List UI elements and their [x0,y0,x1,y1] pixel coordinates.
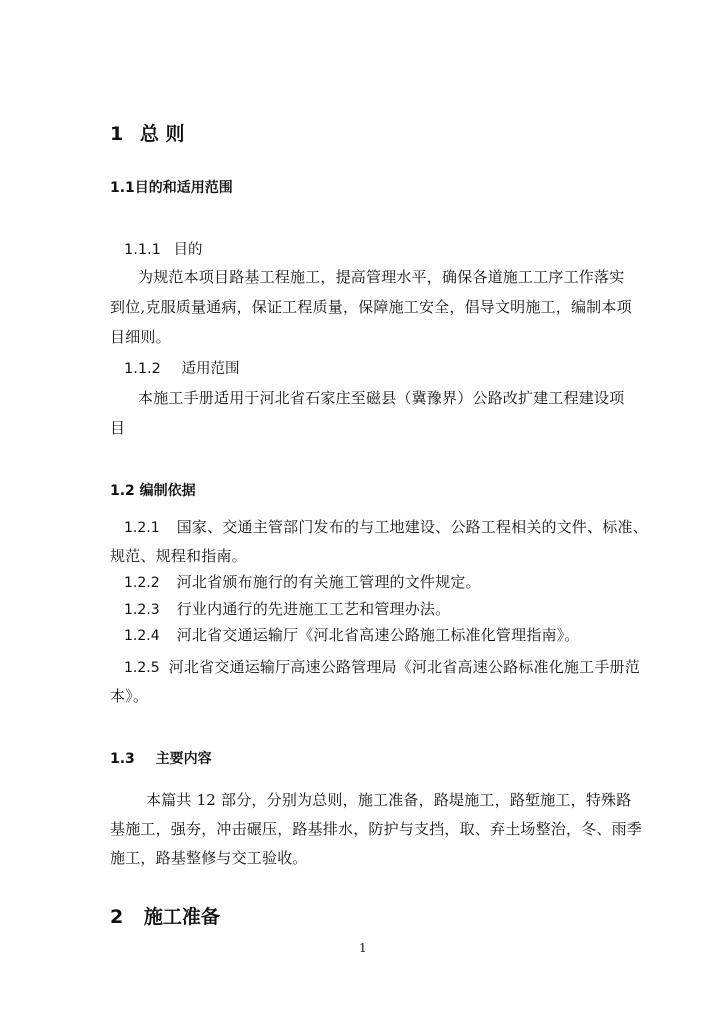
basis-item-1-cont: 规范、规程和指南。 [110,547,247,565]
subsection-title: 目的 [173,242,203,258]
purpose-line-3: 目细则。 [110,328,171,346]
basis-text: 河北省交通运输厅《河北省高速公路施工标准化管理指南》。 [176,626,580,644]
basis-text: 河北省颁布施行的有关施工管理的文件规定。 [176,573,481,591]
basis-text: 国家、交通主管部门发布的与工地建设、公路工程相关的文件、标准、 [176,518,648,536]
chapter-title: 总 则 [139,123,185,145]
basis-number: 1.2.1 [124,520,160,536]
basis-number: 1.2.3 [124,602,160,618]
subsection-number: 1.1.1 [124,242,161,258]
basis-text: 河北省交通运输厅高速公路管理局《河北省高速公路标准化施工手册范 [168,658,640,676]
basis-item-4 [124,624,580,645]
basis-item-5 [124,656,640,677]
basis-item-1 [124,516,648,537]
purpose-line-2: 到位,克服质量通病，保证工程质量，保障施工安全，倡导文明施工，编制本项 [110,298,632,316]
content-line-3: 施工，路基整修与交工验收。 [110,849,308,867]
page-number: 1 [359,941,367,955]
subsection-title: 适用范围 [181,361,240,377]
section-heading-1-1: 1.1目的和适用范围 [110,180,233,196]
purpose-line-1: 为规范本项目路基工程施工，提高管理水平，确保各道施工工序工作落实 [138,268,625,286]
chapter-heading-1 [110,119,184,146]
chapter-title: 施工准备 [143,906,220,928]
basis-number: 1.2.5 [124,660,160,676]
scope-line-1: 本施工手册适用于河北省石家庄至磁县（冀豫界）公路改扩建工程建设项 [138,389,625,407]
subsection-heading-1-1-1 [124,238,203,259]
chapter-number: 2 [110,906,124,928]
basis-text: 行业内通行的先进施工工艺和管理办法。 [176,600,451,618]
chapter-heading-2 [110,902,220,929]
subsection-heading-1-1-2 [124,357,240,378]
chapter-number: 1 [110,123,124,145]
basis-item-3 [124,598,450,619]
content-line-1: 本篇共 12 部分，分别为总则，施工准备，路堤施工，路堑施工，特殊路 [146,791,632,809]
basis-item-2 [124,571,481,592]
scope-line-2: 目 [110,419,126,437]
basis-number: 1.2.2 [124,575,160,591]
section-title: 主要内容 [155,751,212,767]
subsection-number: 1.1.2 [124,361,161,377]
section-heading-1-3 [110,748,212,768]
section-heading-1-2: 1.2 编制依据 [110,483,196,499]
section-number: 1.3 [110,751,135,767]
content-line-2: 基施工，强夯，冲击碾压，路基排水，防护与支挡，取、弃土场整治，冬、雨季 [110,820,643,838]
basis-number: 1.2.4 [124,628,160,644]
basis-item-5-cont: 本》。 [110,687,149,705]
